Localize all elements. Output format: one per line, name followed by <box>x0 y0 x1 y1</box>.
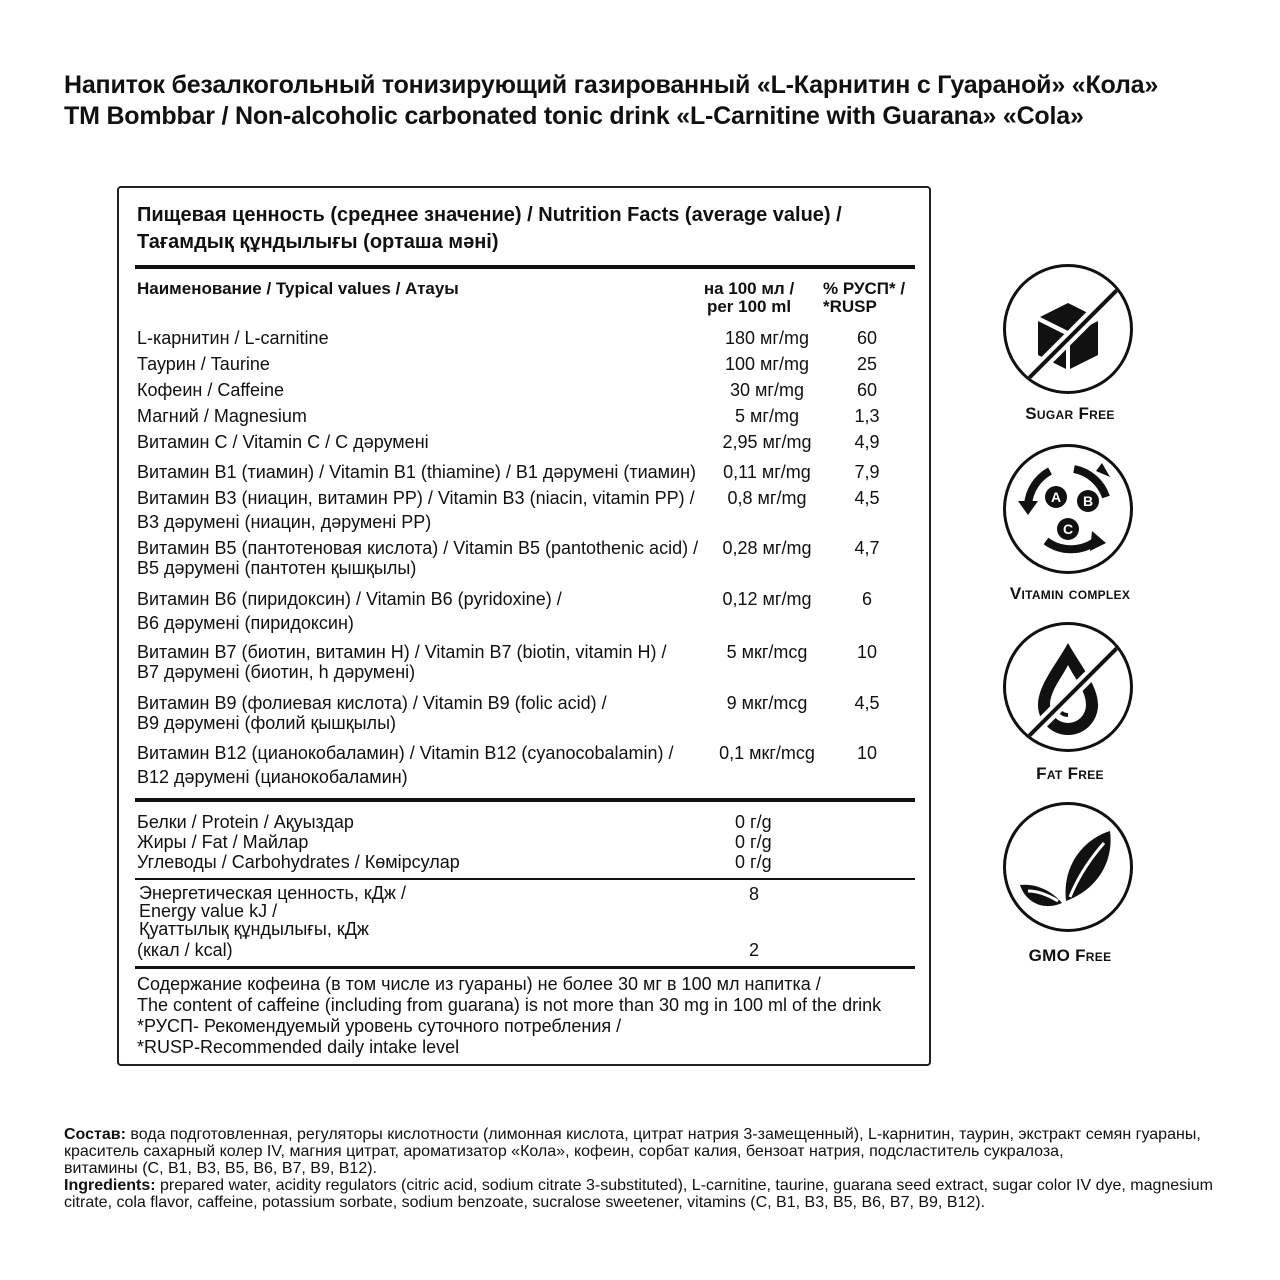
nutrient-rusp: 10 <box>856 743 878 763</box>
nutrient-name-line1: Витамин В7 (биотин, витамин Н) / Vitamin B7 (biotin, vitamin H) / <box>137 642 667 662</box>
nutrient-name <box>137 536 697 580</box>
leaves-icon <box>1003 802 1133 932</box>
badge-label: GMO Free <box>1028 946 1112 965</box>
macro-name: Белки / Protein / Ақуыздар <box>137 812 354 832</box>
nutrient-name <box>137 691 697 735</box>
ingredients-en-label: Ingredients: <box>64 1177 156 1194</box>
oil-drop-crossed-icon <box>1003 622 1133 752</box>
footnote <box>137 974 881 1058</box>
nutrient-name-line2: В12 дәрумені (цианокобаламин) <box>137 767 408 787</box>
nutrient-amount: 0,28 мг/mg <box>722 538 812 558</box>
footnote-line2: The content of caffeine (including from guarana) is not more than 30 mg in 100 ml of the drink <box>137 995 882 1015</box>
nutrient-rusp: 10 <box>856 642 878 662</box>
energy-value-label <box>139 884 406 938</box>
nutrient-rusp: 4,5 <box>854 693 880 713</box>
column-header-rusp-line2: *RUSP <box>823 297 877 316</box>
macro-row-carbohydrates <box>137 852 772 872</box>
nutrient-amount: 0,1 мкг/mcg <box>719 743 815 763</box>
nutrient-rusp: 4,9 <box>854 432 880 452</box>
macro-row-fat <box>137 832 772 852</box>
nutrient-amount: 180 мг/mg <box>725 328 809 348</box>
column-header-per-line2: per 100 ml <box>706 297 792 316</box>
nutrient-name-line2: В5 дәрумені (пантотен қышқылы) <box>137 558 417 578</box>
nutrient-name-line2: В7 дәрумені (биотин, һ дәрумені) <box>137 662 416 682</box>
energy-kj-value: 8 <box>749 884 760 904</box>
nutrient-name-line1: Витамин В3 (ниацин, витамин РР) / Vitamin B3 (niacin, vitamin PP) / <box>137 488 695 508</box>
column-header-name: Наименование / Typical values / Атауы <box>137 279 459 298</box>
nutrient-amount: 5 мкг/mcg <box>726 642 808 662</box>
nutrient-amount: 30 мг/mg <box>730 380 804 400</box>
ingredients-en-line1 <box>64 1177 1214 1194</box>
energy-label-line2: Energy value kJ / <box>139 901 278 921</box>
divider-thick <box>135 798 915 802</box>
nutrient-name-line1: Витамин В6 (пиридоксин) / Vitamin B6 (pyridoxine) / <box>137 589 562 609</box>
footnote-line3: *РУСП- Рекомендуемый уровень суточного потребления / <box>137 1016 622 1036</box>
nutrition-facts-panel <box>117 186 931 1066</box>
nutrient-name-line1: Магний / Magnesium <box>137 406 307 426</box>
nutrient-amount: 100 мг/mg <box>725 354 809 374</box>
nutrient-name-line2: В6 дәрумені (пиридоксин) <box>137 613 354 633</box>
nutrient-name <box>137 640 697 684</box>
nutrient-name-line1: L-карнитин / L-carnitine <box>137 328 329 348</box>
nutrient-rusp: 25 <box>856 354 878 374</box>
badge-label: Vitamin complex <box>1009 584 1131 603</box>
divider-thick <box>135 265 915 269</box>
nutrient-name-line1: Кофеин / Caffeine <box>137 380 285 400</box>
nutrient-name-line1: Витамин В1 (тиамин) / Vitamin B1 (thiamine) / В1 дәрумені (тиамин) <box>137 462 697 482</box>
column-header-rusp <box>823 280 923 316</box>
energy-label-line3: Қуаттылық құндылығы, кДж <box>139 919 369 939</box>
nutrient-amount: 0,11 мг/mg <box>723 462 811 482</box>
energy-label-line1: Энергетическая ценность, кДж / <box>139 883 406 903</box>
nutrient-rusp: 6 <box>861 589 872 609</box>
macro-value: 0 г/g <box>735 832 772 852</box>
ingredients-ru-line1 <box>64 1126 1214 1143</box>
ingredients-ru-text: вода подготовленная, регуляторы кислотности (лимонная кислота, цитрат натрия 3-замещенный), L-карнитин, таурин, экстракт семян гуараны, <box>125 1126 1201 1143</box>
nutrient-name-line2: В3 дәрумені (ниацин, дәрумені РР) <box>137 512 432 532</box>
nutrient-name-line1: Витамин В5 (пантотеновая кислота) / Vitamin B5 (pantothenic acid) / <box>137 538 699 558</box>
macro-name: Углеводы / Carbohydrates / Көмірсулар <box>137 852 460 872</box>
nutrient-name-line2: В9 дәрумені (фолий қышқылы) <box>137 713 396 733</box>
nutrient-name-line1: Витамин С / Vitamin C / С дәрумені <box>137 432 429 452</box>
sugar-cube-crossed-icon <box>1003 264 1133 394</box>
nutrient-amount: 9 мкг/mcg <box>726 693 808 713</box>
vitamin-abc-cycle-icon <box>1003 444 1133 574</box>
svg-text:B: B <box>1082 493 1094 509</box>
nutrient-amount: 5 мг/mg <box>735 406 799 426</box>
nutrient-amount: 0,12 мг/mg <box>722 589 812 609</box>
nutrient-name <box>137 378 697 402</box>
ingredients-section <box>64 1126 1214 1211</box>
nutrient-rusp: 4,7 <box>854 538 880 558</box>
ingredients-en-text: prepared water, acidity regulators (citric acid, sodium citrate 3-substituted), L-carnitine, taurine, guarana seed extract, sugar color IV dye, magnesium <box>155 1177 1213 1194</box>
nutrient-rusp: 60 <box>856 380 878 400</box>
nutrition-panel-title <box>137 202 842 256</box>
column-header-per-line1: на 100 мл / <box>703 279 795 298</box>
column-header-rusp-line1: % РУСП* / <box>823 279 906 298</box>
nutrient-name <box>137 430 697 454</box>
nutrient-amount: 0,8 мг/mg <box>727 488 807 508</box>
nutrient-name <box>137 352 697 376</box>
column-header-per-100ml <box>701 280 797 316</box>
macro-name: Жиры / Fat / Майлар <box>137 832 309 852</box>
nutrient-name <box>137 460 697 484</box>
nutrient-name <box>137 404 697 428</box>
energy-kcal-label: (ккал / kcal) <box>137 940 233 960</box>
svg-text:C: C <box>1062 521 1074 537</box>
nutrient-rusp: 60 <box>856 328 878 348</box>
badge-label: Sugar Free <box>1025 404 1115 423</box>
nutrient-rusp: 1,3 <box>854 406 880 426</box>
badge-label: Fat Free <box>1036 764 1104 783</box>
product-title <box>64 70 1234 132</box>
nutrient-name <box>137 741 697 789</box>
divider-thin <box>135 878 915 880</box>
footnote-line1: Содержание кофеина (в том числе из гуараны) не более 30 мг в 100 мл напитка / <box>137 974 821 994</box>
ingredients-en-line2: citrate, cola flavor, caffeine, potassium sorbate, sodium benzoate, sucralose sweetener, vitamins (C, B1, B3, B5, B6, B7, B9, B12). <box>64 1194 986 1211</box>
product-title-line1: Напиток безалкогольный тонизирующий газированный «L-Карнитин с Гуараной» «Кола» <box>64 71 1159 99</box>
nutrient-name <box>137 486 697 534</box>
nutrient-amount: 2,95 мг/mg <box>722 432 812 452</box>
svg-text:A: A <box>1050 489 1062 505</box>
ingredients-ru-line2: краситель сахарный колер IV, магния цитрат, ароматизатор «Кола», кофеин, сорбат калия, бензоат натрия, подсластитель сукралоза, <box>64 1143 1064 1160</box>
nutrient-name-line1: Витамин В12 (цианокобаламин) / Vitamin B12 (cyanocobalamin) / <box>137 743 674 763</box>
divider-thin <box>135 966 915 969</box>
nutrition-title-line2: Тағамдық құндылығы (орташа мәні) <box>137 231 499 253</box>
nutrient-name-line1: Таурин / Taurine <box>137 354 270 374</box>
energy-kcal-value: 2 <box>749 940 760 960</box>
macro-row-protein <box>137 812 772 832</box>
macro-value: 0 г/g <box>735 812 772 832</box>
product-title-line2: TM Bombbar / Non-alcoholic carbonated tonic drink «L-Carnitine with Guarana» «Cola» <box>64 102 1084 130</box>
macro-value: 0 г/g <box>735 852 772 872</box>
footnote-line4: *RUSP-Recommended daily intake level <box>137 1037 460 1057</box>
nutrient-name <box>137 326 697 350</box>
nutrient-name-line1: Витамин В9 (фолиевая кислота) / Vitamin B9 (folic acid) / <box>137 693 607 713</box>
nutrition-title-line1: Пищевая ценность (среднее значение) / Nutrition Facts (average value) / <box>137 204 842 226</box>
nutrient-name <box>137 587 697 635</box>
nutrient-rusp: 4,5 <box>854 488 880 508</box>
nutrient-rusp: 7,9 <box>854 462 880 482</box>
ingredients-ru-label: Состав: <box>64 1126 126 1143</box>
ingredients-ru-line3: витамины (С, В1, В3, В5, В6, В7, В9, В12). <box>64 1160 377 1177</box>
